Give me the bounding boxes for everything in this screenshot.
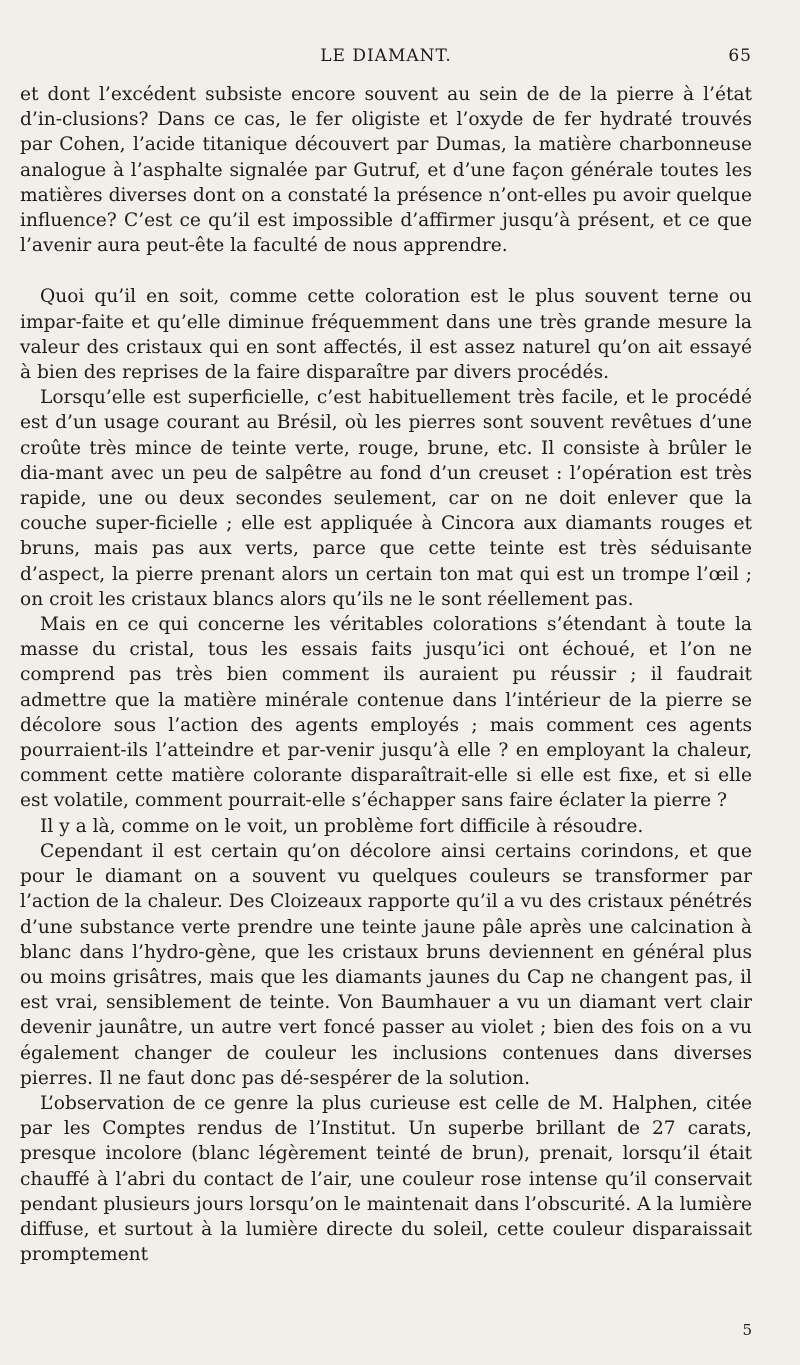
page-number: 65	[728, 46, 752, 66]
running-header	[20, 46, 752, 70]
paragraph: Quoi qu’il en soit, comme cette coloration est le plus souvent terne ou impar-faite et qu’elle diminue fréquemment dans une très grande mesure la valeur des cristaux qui en sont affectés, il est assez naturel qu’on ait essayé à bien des reprises de la faire disparaître par divers procédés.	[20, 286, 752, 384]
body-text	[20, 82, 752, 1267]
paragraph: L’observation de ce genre la plus curieuse est celle de M. Halphen, citée par les Comptes rendus de l’Institut. Un superbe brillant de 27 carats, presque incolore (blanc légèrement teinté de brun), prenait, lorsqu’il était chauffé à l’abri du contact de l’air, une couleur rose intense qu’il conservait pendant plusieurs jours lorsqu’on le maintenait dans l’obscurité. A la lumière diffuse, et surtout à la lumière directe du soleil, cette couleur disparaissait promptement	[20, 1092, 752, 1266]
paragraph: et dont l’excédent subsiste encore souvent au sein de de la pierre à l’état d’in-clusions? Dans ce cas, le fer oligiste et l’oxyde de fer hydraté trouvés par Cohen, l’acide titanique découvert par Dumas, la matière charbonneuse analogue à l’asphalte signalée par Gutruf, et d’une façon générale toutes les matières diverses dont on a constaté la présence n’ont-elles pu avoir quelque influence? C’est ce qu’il est impossible d’affirmer jusqu’à présent, et ce que l’avenir aura peut-ête la faculté de nous apprendre.	[20, 84, 752, 257]
paragraph: Mais en ce qui concerne les véritables colorations s’étendant à toute la masse du cristal, tous les essais faits jusqu’ici ont échoué, et l’on ne comprend pas très bien comment ils auraient pu réussir ; il faudrait admettre que la matière minérale contenue dans l’intérieur de la pierre se décolore sous l’action des agents employés ; mais comment ces agents pourraient-ils l’atteindre et par-venir jusqu’à elle ? en employant la chaleur, comment cette matière colorante disparaîtrait-elle si elle est fixe, et si elle est volatile, comment pourrait-elle s’échapper sans faire éclater la pierre ?	[20, 614, 752, 812]
running-title: LE DIAMANT.	[320, 46, 452, 66]
paragraph: Lorsqu’elle est superficielle, c’est habituellement très facile, et le procédé est d’un usage courant au Brésil, où les pierres sont souvent revêtues d’une croûte très mince de teinte verte, rouge, brune, etc. Il consiste à brûler le dia-mant avec un peu de salpêtre au fond d’un creuset : l’opération est très rapide, une ou deux secondes seulement, car on ne doit enlever que la couche super-ficielle ; elle est appliquée à Cincora aux diamants rouges et bruns, mais pas aux verts, parce que cette teinte est très séduisante d’aspect, la pierre prenant alors un certain ton mat qui est un trompe l’œil ; on croit les cristaux blancs alors qu’ils ne le sont réellement pas.	[20, 387, 752, 610]
paragraph: Cependant il est certain qu’on décolore ainsi certains corindons, et que pour le diamant on a souvent vu quelques couleurs se transformer par l’action de la chaleur. Des Cloizeaux rapporte qu’il a vu des cristaux pénétrés d’une substance verte prendre une teinte jaune pâle après une calcination à blanc dans l’hydro-gène, que les cristaux bruns deviennent en général plus ou moins grisâtres, mais que les diamants jaunes du Cap ne changent pas, il est vrai, sensiblement de teinte. Von Baumhauer a vu un diamant vert clair devenir jaunâtre, un autre vert foncé passer au violet ; bien des fois on a vu également changer de couleur les inclusions contenues dans diverses pierres. Il ne faut donc pas dé-sespérer de la solution.	[20, 840, 752, 1089]
paragraph: Il y a là, comme on le voit, un problème fort difficile à résoudre.	[40, 815, 644, 837]
signature-mark: 5	[742, 1321, 752, 1339]
